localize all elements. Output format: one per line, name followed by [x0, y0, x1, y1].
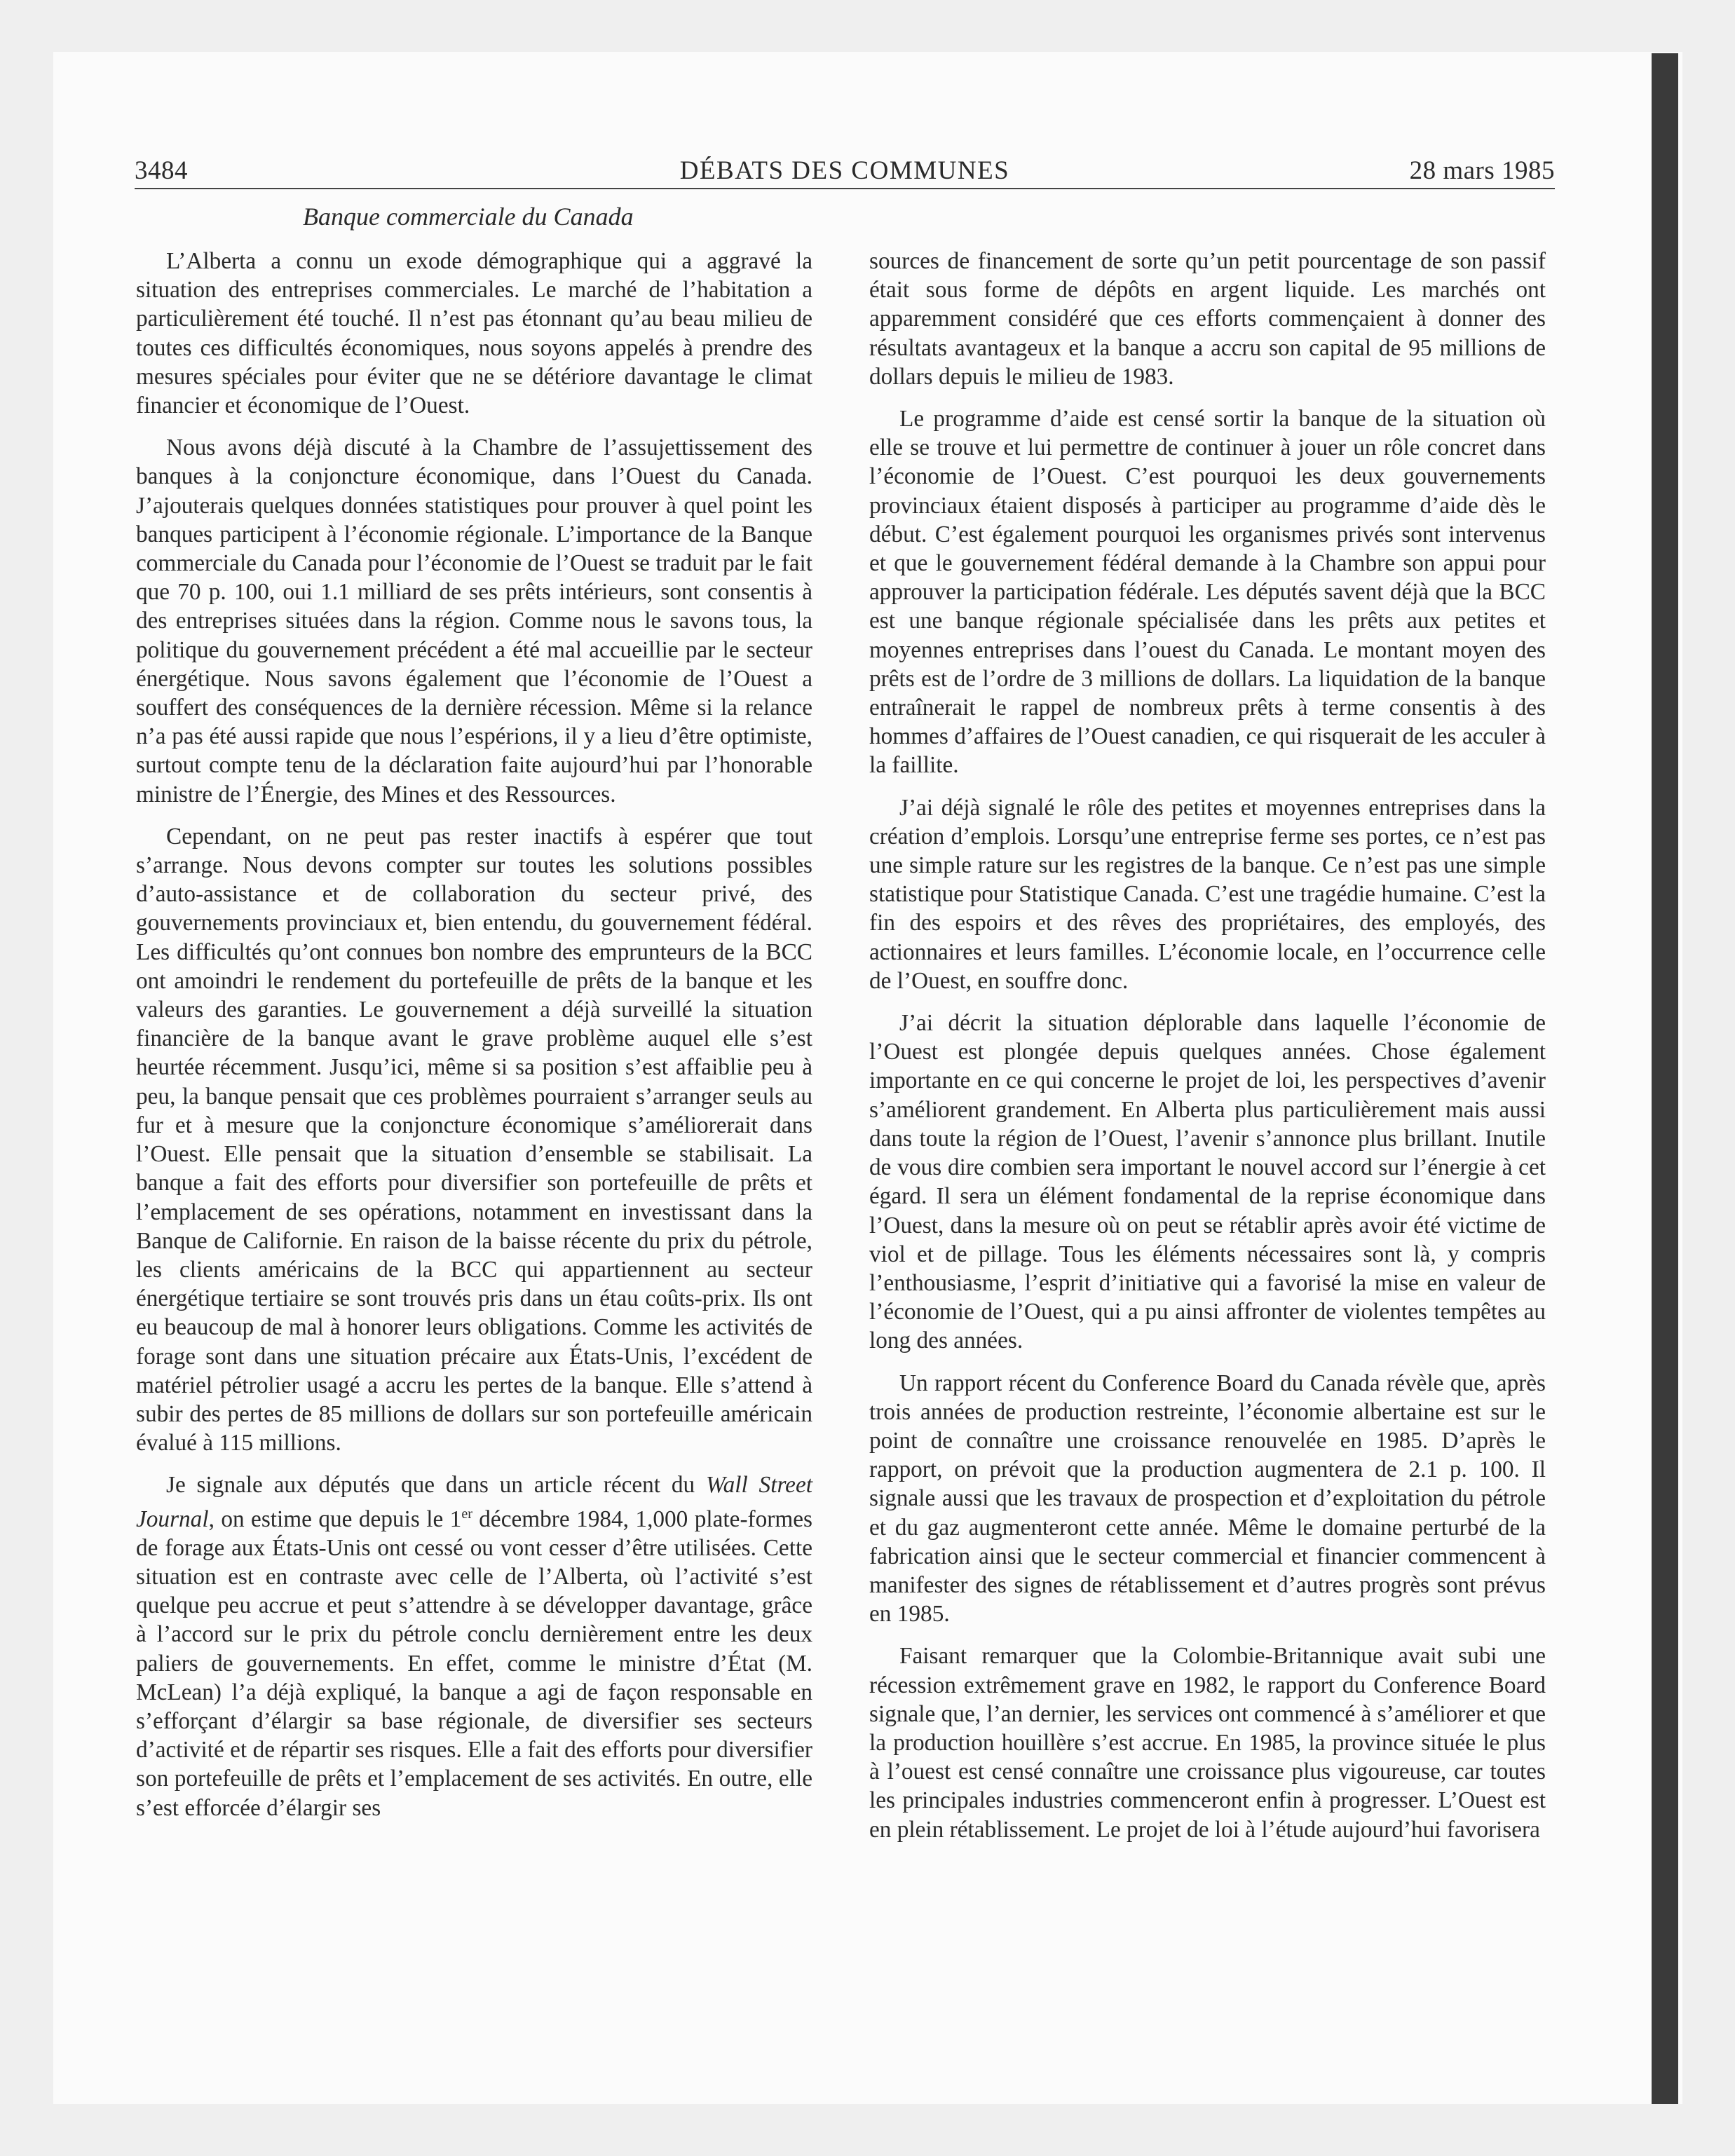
publication-title: DÉBATS DES COMMUNES	[679, 156, 1010, 185]
paragraph: J’ai décrit la situation déplorable dans laquelle l’économie de l’Ouest est plongée depuis quelques années. Chose également importante en ce qui concerne le projet de loi, les perspectives d’avenir s’améliorent grandement. En Alberta plus particulièrement mais aussi dans toute la région de l’Ouest, l’avenir s’annonce plus brillant. Inutile de vous dire combien sera important le nouvel accord sur l’énergie à cet égard. Il sera un élément fondamental de la reprise économique dans l’Ouest, dans la mesure où on peut se rétablir après avoir été victime de viol et de pillage. Tous les éléments nécessaires sont là, y compris l’enthousiasme, l’esprit d’initiative qui a favorisé la mise en valeur de l’économie de l’Ouest, qui a pu ainsi affronter de violentes tempêtes au long des années.	[869, 1010, 1546, 1354]
paragraph-text: , on estime que depuis le 1	[208, 1506, 462, 1532]
paragraph: Un rapport récent du Conference Board du Canada révèle que, après trois années de production restreinte, l’économie albertaine est sur le point de connaître une croissance renouvelée en 1985. D’après le rapport, on prévoit que la production augmentera de 2.1 p. 100. Il signale aussi que les travaux de prospection et d’exploitation du pétrole et du gaz augmenteront cette année. Même le domaine perturbé de la fabrication ainsi que le secteur commercial et financier commencent à manifester des signes de rétablissement et d’autres progrès sont prévus en 1985.	[869, 1370, 1546, 1628]
paragraph: Nous avons déjà discuté à la Chambre de l’assujettissement des banques à la conjoncture économique, dans l’Ouest du Canada. J’ajouterais quelques données statistiques pour prouver à quel point les banques participent à l’économie régionale. L’importance de la Banque commerciale du Canada pour l’économie de l’Ouest se traduit par le fait que 70 p. 100, oui 1.1 milliard de ses prêts intérieurs, sont consentis à des entreprises situées dans la région. Comme nous le savons tous, la politique du gouvernement précédent a été mal accueillie par le secteur énergétique. Nous savons également que l’économie de l’Ouest a souffert des conséquences de la dernière récession. Même si la relance n’a pas été aussi rapide que nous l’espérions, il y a lieu d’être optimiste, surtout compte tenu de la déclaration faite aujourd’hui par l’honorable ministre de l’Énergie, des Mines et des Ressources.	[136, 435, 812, 807]
paragraph: J’ai déjà signalé le rôle des petites et moyennes entreprises dans la création d’emplois. Lorsqu’une entreprise ferme ses portes, ce n’est pas une simple rature sur les registres de la banque. Ce n’est pas une simple statistique pour Statistique Canada. C’est une tragédie humaine. C’est la fin des espoirs et des rêves des propriétaires, des employés, des actionnaires et leurs familles. L’économie locale, en l’occurrence celle de l’Ouest, en souffre donc.	[869, 794, 1546, 994]
page-number: 3484	[135, 156, 188, 185]
right-column	[869, 247, 1546, 1844]
header-date: 28 mars 1985	[1409, 156, 1555, 185]
paragraph: sources de financement de sorte qu’un petit pourcentage de son passif était sous forme de dépôts en argent liquide. Les marchés ont apparemment considéré que ces efforts commençaient à donner des résultats avantageux et la banque a accru son capital de 95 millions de dollars depuis le milieu de 1983.	[869, 248, 1546, 390]
ordinal-superscript: er	[461, 1506, 472, 1522]
paragraph-text: Je signale aux députés que dans un article récent du	[166, 1472, 706, 1499]
section-title: Banque commerciale du Canada	[303, 203, 634, 231]
header-rule	[135, 188, 1555, 189]
paragraph: Cependant, on ne peut pas rester inactifs à espérer que tout s’arrange. Nous devons compter sur toutes les solutions possibles d’auto-assistance et de collaboration du secteur privé, des gouvernements provinciaux et, bien entendu, du gouvernement fédéral. Les difficultés qu’ont connues bon nombre des emprunteurs de la BCC ont amoindri le rendement du portefeuille de prêts de la banque et les valeurs des garanties. Le gouvernement a déjà surveillé la situation financière de la banque avant le grave problème auquel elle s’est heurtée récemment. Jusqu’ici, même si sa position s’est affaiblie peu à peu, la banque pensait que ces problèmes pourraient s’arranger seuls au fur et à mesure que la conjoncture économique s’améliorerait dans l’Ouest. Elle pensait que la situation d’ensemble se stabilisait. La banque a fait des efforts pour diversifier son portefeuille de prêts et l’emplacement de ses opérations, notamment en investissant dans la Banque de Californie. En raison de la baisse récente du prix du pétrole, les clients américains de la BCC qui appartiennent au secteur énergétique tertiaire se sont trouvés pris dans un étau coûts-prix. Ils ont eu beaucoup de mal à honorer leurs obligations. Comme les activités de forage sont dans une situation précaire aux États-Unis, l’excédent de matériel pétrolier usagé a accru les pertes de la banque. Elle s’attend à subir des pertes de 85 millions de dollars sur son portefeuille américain évalué à 115 millions.	[136, 823, 812, 1456]
left-column	[136, 247, 812, 1822]
paragraph-text: décembre 1984, 1,000 plate-formes de forage aux États-Unis ont cessé ou vont cesser d’être utilisées. Cette situation est en contraste avec celle de l’Alberta, où l’activité s’est quelque peu accrue et peut s’attendre à se développer davantage, grâce à l’accord sur le prix du pétrole conclu dernièrement entre les deux paliers de gouvernements. En effet, comme le ministre d’État (M. McLean) l’a déjà expliqué, la banque a agi de façon responsable en s’efforçant d’élargir sa base régionale, de diversifier ses secteurs d’activité et de répartir ses risques. Elle a fait des efforts pour diversifier son portefeuille de prêts et l’emplacement de ses activités. En outre, elle s’est efforcée d’élargir ses	[136, 1506, 813, 1821]
journal-title: Wall Street Journal	[136, 1472, 812, 1532]
scan-edge-bar	[1652, 53, 1678, 2104]
paragraph	[136, 1471, 812, 1822]
paragraph: Le programme d’aide est censé sortir la banque de la situation où elle se trouve et lui permettre de continuer à jouer un rôle concret dans l’économie de l’Ouest. C’est pourquoi les deux gouvernements provinciaux étaient disposés à participer au programme d’aide dès le début. C’est également pourquoi les organismes privés sont intervenus et que le gouvernement fédéral demande à la Chambre son appui pour approuver la participation fédérale. Les députés savent déjà que la BCC est une banque régionale spécialisée dans les prêts aux petites et moyennes entreprises dans l’ouest du Canada. Le montant moyen des prêts est de l’ordre de 3 millions de dollars. La liquidation de la banque entraînerait le rappel de nombreux prêts à terme consentis à des hommes d’affaires de l’Ouest canadien, ce qui risquerait de les acculer à la faillite.	[869, 406, 1546, 779]
paragraph: L’Alberta a connu un exode démographique qui a aggravé la situation des entreprises commerciales. Le marché de l’habitation a particulièrement été touché. Il n’est pas étonnant qu’au beau milieu de toutes ces difficultés économiques, nous soyons appelés à prendre des mesures spéciales pour éviter que ne se détériore davantage le climat financier et économique de l’Ouest.	[136, 248, 812, 419]
page-header	[135, 150, 1555, 192]
paragraph: Faisant remarquer que la Colombie-Britannique avait subi une récession extrêmement grave en 1982, le rapport du Conference Board signale que, l’an dernier, les services ont commencé à s’améliorer et que la production houillère s’est accrue. En 1985, la province située le plus à l’ouest est censé connaître une croissance plus vigoureuse, car toutes les principales industries commenceront enfin à progresser. L’Ouest est en plein rétablissement. Le projet de loi à l’étude aujourd’hui favorisera	[869, 1643, 1546, 1843]
